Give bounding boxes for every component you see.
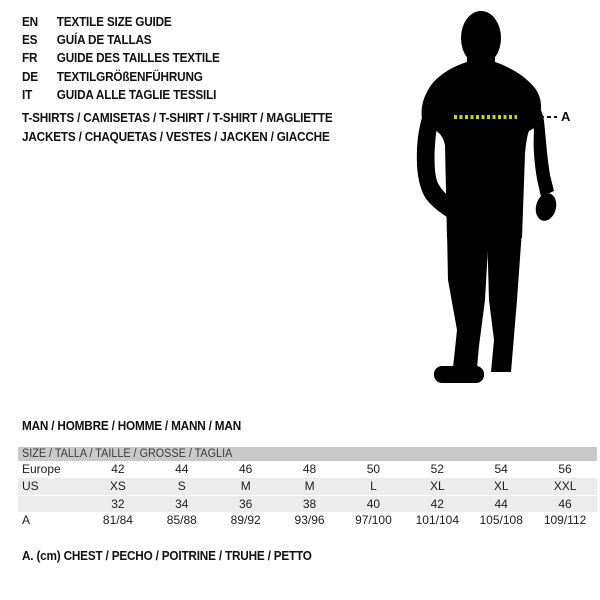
table-cell: 85/88 <box>166 513 197 527</box>
man-silhouette <box>390 2 600 400</box>
table-cell: XL <box>429 479 445 493</box>
lang-code: ES <box>22 33 38 48</box>
table-cell: M <box>304 479 315 493</box>
size-table <box>18 447 597 529</box>
lang-label: GUÍA DE TALLAS <box>56 33 152 48</box>
silhouette-right-hand <box>533 191 559 223</box>
lang-row-fr <box>22 49 232 67</box>
table-cell: 40 <box>366 497 381 511</box>
table-cell: 46 <box>558 497 572 511</box>
table-row-chest-a <box>18 512 597 529</box>
table-cell: 44 <box>175 462 189 476</box>
lang-label: GUIDA ALLE TAGLIE TESSILI <box>56 87 217 102</box>
table-cell: 97/100 <box>355 513 392 527</box>
table-cell: 44 <box>494 497 508 511</box>
category-jackets: JACKETS / CHAQUETAS / VESTES / JACKEN / GIACCHE <box>22 130 330 144</box>
table-cell: XL <box>493 479 509 493</box>
table-cell: 50 <box>366 462 381 476</box>
lang-label: GUIDE DES TAILLES TEXTILE <box>56 51 220 66</box>
lang-row-es <box>22 31 232 49</box>
table-cell: XXL <box>553 479 577 493</box>
language-list <box>22 13 232 104</box>
lang-code: FR <box>22 51 38 66</box>
row-label <box>18 496 86 512</box>
table-row-numeric <box>18 495 597 512</box>
measurement-a-label: A <box>561 109 571 124</box>
lang-label: TEXTILE SIZE GUIDE <box>56 15 172 29</box>
table-cell: 89/92 <box>230 513 261 527</box>
table-cell: 42 <box>430 497 444 511</box>
size-table-header: SIZE / TALLA / TAILLE / GRÖSSE / TAGLIA <box>18 447 597 461</box>
row-label: US <box>22 479 39 493</box>
table-cell: 52 <box>430 462 444 476</box>
lang-code: DE <box>22 69 38 84</box>
table-cell: 81/84 <box>102 513 133 527</box>
table-cell: 56 <box>558 462 572 476</box>
lang-code: IT <box>22 87 33 102</box>
row-label: Europe <box>22 462 61 476</box>
lang-code: EN <box>22 15 38 29</box>
table-cell: 34 <box>175 497 189 511</box>
table-cell: 101/104 <box>415 513 459 527</box>
silhouette-left-leg <box>447 230 489 368</box>
table-cell: S <box>177 479 186 493</box>
measurement-footnote: A. (cm) CHEST / PECHO / POITRINE / TRUHE / PETTO <box>22 549 312 563</box>
table-cell: 105/108 <box>479 513 523 527</box>
table-cell: L <box>370 479 377 493</box>
lang-row-it <box>22 86 232 104</box>
table-cell: 42 <box>111 462 125 476</box>
table-cell: 32 <box>111 497 125 511</box>
table-row-europe <box>18 461 597 478</box>
lang-label: TEXTILGRÖßENFÜHRUNG <box>56 69 203 84</box>
table-cell: 48 <box>302 462 317 476</box>
category-tshirts: T-SHIRTS / CAMISETAS / T-SHIRT / T-SHIRT / MAGLIETTE <box>22 111 333 125</box>
table-cell: 54 <box>494 462 508 476</box>
silhouette-left-foot <box>434 366 484 383</box>
table-cell: 36 <box>239 497 253 511</box>
table-cell: 109/112 <box>543 513 587 527</box>
row-label: A <box>22 513 31 527</box>
table-cell: M <box>240 479 251 493</box>
lang-row-en <box>22 13 232 31</box>
lang-row-de <box>22 68 232 86</box>
table-row-us <box>18 478 597 495</box>
table-cell: 38 <box>302 497 317 511</box>
table-cell: XS <box>109 479 126 493</box>
silhouette-right-leg <box>487 230 522 372</box>
section-title-man: MAN / HOMBRE / HOMME / MANN / MAN <box>22 419 242 433</box>
garment-categories <box>22 109 352 147</box>
table-cell: 93/96 <box>294 513 325 527</box>
table-cell: 46 <box>239 462 253 476</box>
